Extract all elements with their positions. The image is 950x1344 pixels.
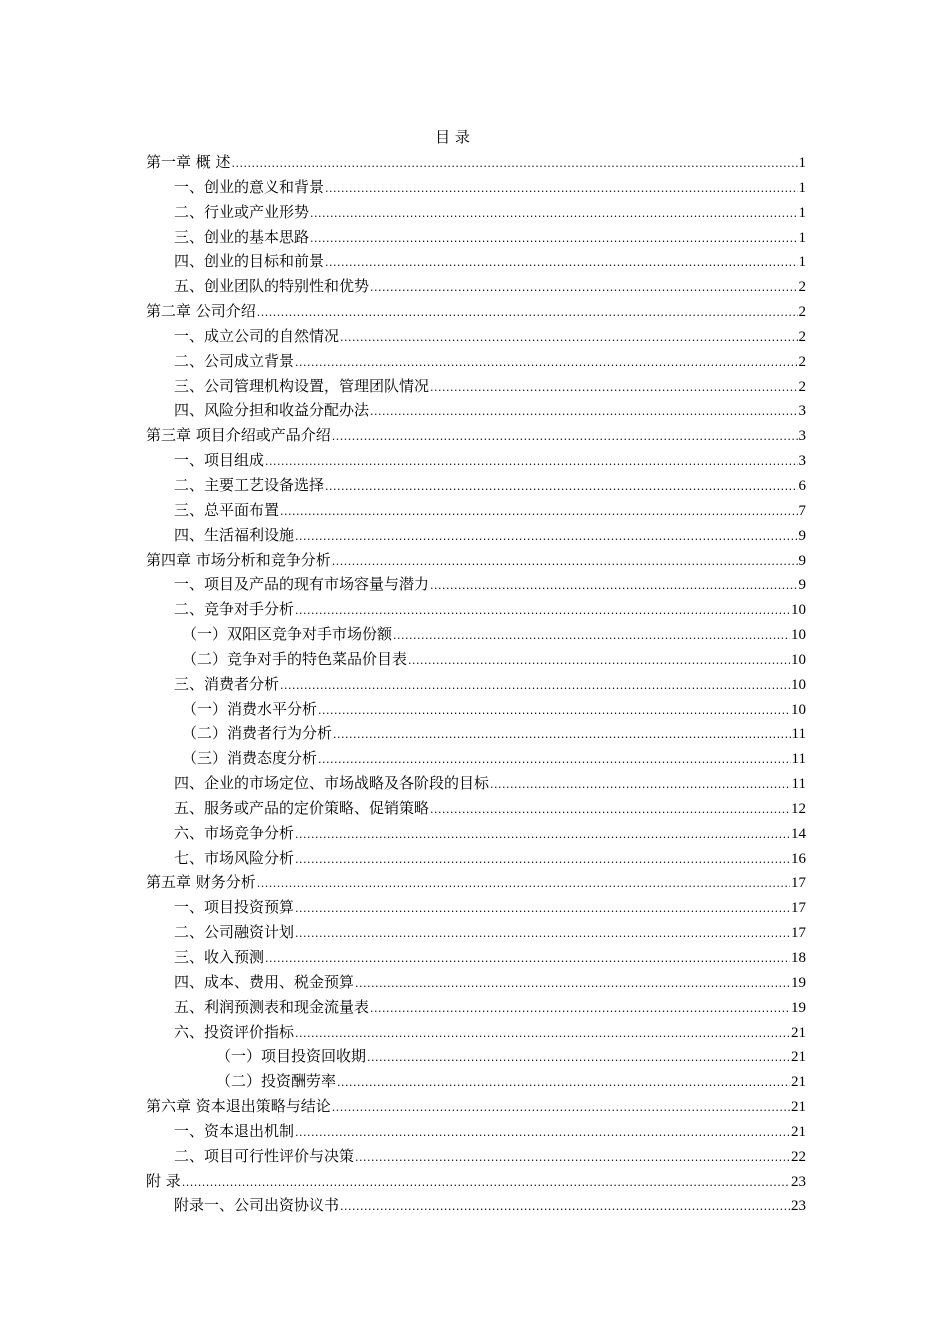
toc-leader-dots — [430, 574, 797, 599]
toc-leader-dots — [257, 301, 798, 326]
toc-entry[interactable] — [146, 548, 806, 573]
toc-page-number: 1 — [798, 155, 806, 171]
toc-page-number: 23 — [791, 1198, 806, 1215]
toc-entry-label: 五、服务或产品的定价策略、促销策略 — [174, 798, 430, 817]
toc-page-number: 2 — [798, 353, 806, 370]
toc-page-number: 21 — [791, 1024, 806, 1041]
toc-leader-dots — [295, 848, 790, 873]
toc-entry[interactable] — [146, 821, 806, 846]
toc-entry[interactable] — [146, 299, 806, 324]
toc-entry[interactable] — [146, 200, 806, 225]
toc-entry-label: 第六章 资本退出策略与结论 — [146, 1097, 331, 1116]
toc-entry-label: 三、收入预测 — [174, 948, 265, 966]
toc-entry[interactable] — [146, 572, 806, 597]
toc-page-number: 1 — [798, 204, 806, 221]
toc-page-number: 17 — [791, 925, 806, 942]
toc-entry-label: 六、投资评价指标 — [174, 1022, 295, 1041]
toc-leader-dots — [318, 748, 791, 773]
toc-entry-label: 第三章 项目介绍或产品介绍 — [146, 426, 331, 445]
toc-page-number: 10 — [791, 602, 806, 619]
toc-entry[interactable] — [146, 870, 806, 895]
toc-entry[interactable] — [146, 523, 806, 548]
toc-page-number: 21 — [791, 1074, 806, 1091]
toc-entry[interactable] — [146, 249, 806, 274]
toc-entry[interactable] — [146, 324, 806, 349]
toc-page-number: 17 — [791, 900, 806, 917]
toc-page-number: 19 — [791, 999, 806, 1016]
toc-leader-dots — [367, 1046, 790, 1071]
toc-entry[interactable] — [146, 697, 806, 722]
toc-page-number: 21 — [791, 1099, 806, 1116]
toc-page-number: 16 — [791, 850, 806, 867]
toc-entry-label: 二、公司融资计划 — [174, 923, 295, 942]
toc-leader-dots — [430, 798, 790, 823]
toc-page-number: 17 — [791, 875, 806, 892]
toc-page-number: 9 — [798, 577, 806, 594]
toc-title: 目 录 — [435, 128, 470, 146]
toc-page-number: 11 — [791, 726, 806, 743]
toc-page-number: 9 — [798, 552, 806, 569]
toc-entry[interactable] — [146, 1193, 806, 1218]
toc-entry[interactable] — [146, 1144, 806, 1169]
toc-entry-label: 四、创业的目标和前景 — [174, 252, 325, 271]
toc-entry-label: 一、项目投资预算 — [174, 898, 295, 917]
toc-leader-dots — [370, 276, 797, 301]
toc-entry-label: 七、市场风险分析 — [174, 848, 295, 867]
toc-entry[interactable] — [146, 672, 806, 697]
toc-entry[interactable] — [146, 846, 806, 871]
toc-leader-dots — [295, 897, 790, 922]
toc-leader-dots — [370, 400, 797, 425]
toc-entry-label: 一、创业的意义和背景 — [174, 177, 325, 196]
toc-entry-label: （二）投资酬劳率 — [216, 1072, 337, 1091]
toc-page-number: 10 — [791, 676, 806, 693]
toc-entry-label: 三、创业的基本思路 — [174, 227, 310, 246]
toc-leader-dots — [333, 723, 791, 748]
toc-entry-label: 五、创业团队的特别性和优势 — [174, 277, 370, 296]
toc-entry[interactable] — [146, 1169, 806, 1194]
toc-leader-dots — [332, 1096, 790, 1121]
toc-page-number: 2 — [798, 378, 806, 395]
toc-entry[interactable] — [146, 721, 806, 746]
toc-entry-label: （二）竞争对手的特色菜品价目表 — [182, 649, 408, 668]
toc-entry[interactable] — [146, 995, 806, 1020]
toc-page-number: 3 — [798, 428, 806, 445]
toc-leader-dots — [295, 922, 790, 947]
toc-leader-dots — [280, 674, 790, 699]
toc-entry-label: 第五章 财务分析 — [146, 873, 256, 892]
toc-entry-label: 二、公司成立背景 — [174, 351, 295, 370]
toc-entry[interactable] — [146, 796, 806, 821]
toc-entry-label: 二、项目可行性评价与决策 — [174, 1146, 355, 1165]
toc-leader-dots — [318, 699, 790, 724]
toc-leader-dots — [295, 525, 797, 550]
toc-entry-label: 三、消费者分析 — [174, 674, 280, 693]
toc-page-number: 19 — [791, 974, 806, 991]
toc-page-number: 23 — [791, 1173, 806, 1190]
toc-entry-label: 三、总平面布置 — [174, 500, 280, 519]
toc-list — [146, 150, 806, 1218]
toc-entry-label: （三）消费态度分析 — [182, 749, 318, 768]
toc-leader-dots — [182, 1171, 790, 1196]
toc-leader-dots — [257, 872, 790, 897]
toc-entry-label: 三、公司管理机构设置，管理团队情况 — [174, 376, 430, 395]
toc-page-number: 2 — [798, 328, 806, 345]
toc-leader-dots — [332, 550, 798, 575]
toc-leader-dots — [355, 972, 790, 997]
toc-leader-dots — [295, 1121, 790, 1146]
toc-leader-dots — [295, 1022, 790, 1047]
toc-entry[interactable] — [146, 225, 806, 250]
toc-entry[interactable] — [146, 1094, 806, 1119]
toc-leader-dots — [370, 997, 790, 1022]
toc-entry-label: 附 录 — [146, 1171, 181, 1190]
toc-entry[interactable] — [146, 622, 806, 647]
toc-entry[interactable] — [146, 175, 806, 200]
toc-page-number: 3 — [798, 403, 806, 420]
toc-entry-label: 四、风险分担和收益分配办法 — [174, 401, 370, 420]
toc-entry[interactable] — [146, 448, 806, 473]
toc-entry[interactable] — [146, 597, 806, 622]
toc-leader-dots — [355, 1146, 790, 1171]
toc-entry-label: 五、利润预测表和现金流量表 — [174, 997, 370, 1016]
toc-entry[interactable] — [146, 349, 806, 374]
toc-entry[interactable] — [146, 920, 806, 945]
toc-page-number: 10 — [791, 627, 806, 644]
toc-leader-dots — [295, 351, 797, 376]
toc-page-number: 2 — [798, 304, 806, 321]
toc-leader-dots — [490, 773, 791, 798]
toc-page-number: 1 — [798, 254, 806, 271]
toc-leader-dots — [310, 202, 797, 227]
toc-page-number: 10 — [791, 701, 806, 718]
toc-entry[interactable] — [146, 771, 806, 796]
toc-entry-label: 四、生活福利设施 — [174, 525, 295, 544]
toc-entry[interactable] — [146, 274, 806, 299]
toc-leader-dots — [295, 823, 790, 848]
toc-entry[interactable] — [146, 473, 806, 498]
toc-entry-label: （一）双阳区竞争对手市场份额 — [182, 625, 393, 644]
toc-page-number: 11 — [791, 776, 806, 793]
toc-entry-label: 附录一、公司出资协议书 — [174, 1196, 340, 1215]
toc-entry-label: 第一章 概 述 — [146, 153, 231, 171]
toc-page-number: 2 — [798, 279, 806, 296]
toc-leader-dots — [265, 947, 790, 972]
toc-entry[interactable] — [146, 498, 806, 523]
toc-entry-label: 四、成本、费用、税金预算 — [174, 972, 355, 991]
toc-leader-dots — [295, 599, 790, 624]
toc-entry-label: 一、项目及产品的现有市场容量与潜力 — [174, 575, 430, 594]
toc-leader-dots — [325, 251, 797, 276]
toc-page-number: 9 — [798, 527, 806, 544]
toc-entry-label: （二）消费者行为分析 — [182, 724, 333, 743]
toc-entry-label: 二、主要工艺设备选择 — [174, 475, 325, 494]
toc-entry-label: 一、项目组成 — [174, 451, 265, 470]
toc-page-number: 18 — [791, 950, 806, 966]
toc-entry-label: 二、行业或产业形势 — [174, 202, 310, 221]
toc-leader-dots — [280, 500, 797, 525]
toc-entry[interactable] — [146, 1069, 806, 1094]
toc-entry[interactable] — [146, 1119, 806, 1144]
toc-entry-label: 四、企业的市场定位、市场战略及各阶段的目标 — [174, 774, 490, 793]
toc-entry-label: （一）项目投资回收期 — [216, 1047, 367, 1066]
toc-leader-dots — [340, 1195, 790, 1220]
toc-entry[interactable] — [146, 746, 806, 771]
toc-leader-dots — [310, 227, 797, 252]
toc-entry-label: 第二章 公司介绍 — [146, 302, 256, 321]
toc-page-number: 1 — [798, 179, 806, 196]
toc-entry-label: 六、市场竞争分析 — [174, 823, 295, 842]
toc-page-number: 7 — [798, 502, 806, 519]
toc-entry[interactable] — [146, 423, 806, 448]
toc-entry[interactable] — [146, 374, 806, 399]
toc-entry[interactable] — [146, 1020, 806, 1045]
toc-leader-dots — [340, 326, 797, 351]
toc-page-number: 1 — [798, 229, 806, 246]
toc-entry[interactable] — [146, 970, 806, 995]
toc-entry[interactable] — [146, 945, 806, 970]
toc-leader-dots — [265, 450, 797, 475]
toc-entry-label: （一）消费水平分析 — [182, 699, 318, 718]
toc-page-number: 6 — [798, 477, 806, 494]
toc-entry[interactable] — [146, 1044, 806, 1069]
toc-entry[interactable] — [146, 647, 806, 672]
toc-entry[interactable] — [146, 398, 806, 423]
toc-leader-dots — [332, 425, 798, 450]
toc-page-number: 21 — [791, 1049, 806, 1066]
toc-entry[interactable] — [146, 150, 806, 175]
toc-leader-dots — [408, 649, 790, 674]
toc-page-number: 10 — [791, 651, 806, 668]
toc-leader-dots — [232, 152, 798, 177]
toc-entry-label: 一、成立公司的自然情况 — [174, 326, 340, 345]
toc-page-number: 14 — [791, 825, 806, 842]
toc-entry[interactable] — [146, 895, 806, 920]
toc-page-number: 3 — [798, 453, 806, 470]
toc-page-number: 12 — [791, 800, 806, 817]
toc-entry-label: 一、资本退出机制 — [174, 1121, 295, 1140]
toc-entry-label: 二、竞争对手分析 — [174, 600, 295, 619]
toc-leader-dots — [337, 1071, 790, 1096]
toc-page-number: 11 — [791, 751, 806, 768]
toc-leader-dots — [430, 376, 797, 401]
toc-leader-dots — [393, 624, 790, 649]
toc-leader-dots — [325, 475, 797, 500]
toc-page-number: 22 — [791, 1148, 806, 1165]
toc-entry-label: 第四章 市场分析和竞争分析 — [146, 550, 331, 569]
toc-page-number: 21 — [791, 1123, 806, 1140]
toc-leader-dots — [325, 177, 797, 202]
